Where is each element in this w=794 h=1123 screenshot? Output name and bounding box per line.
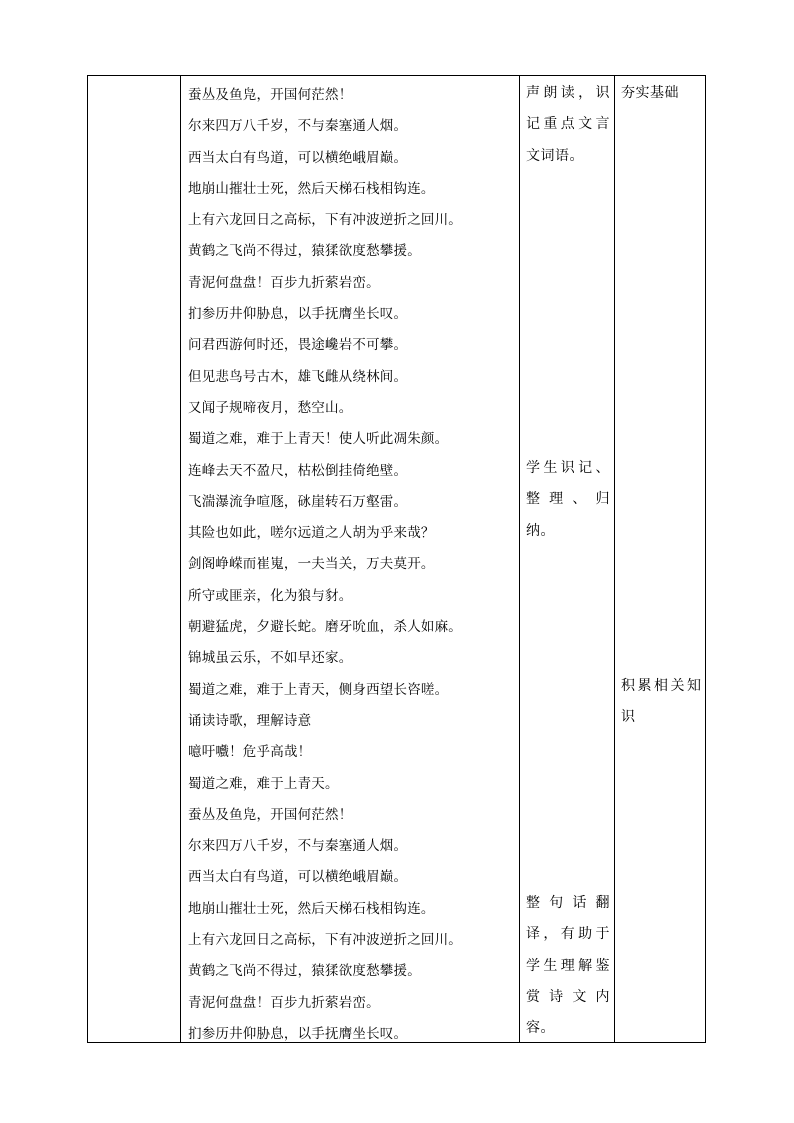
poem-line: 黄鹤之飞尚不得过，猿猱欲度愁攀援。 bbox=[188, 963, 421, 980]
column-divider bbox=[519, 76, 520, 1042]
column-divider bbox=[614, 76, 615, 1042]
poem-line: 扪参历井仰胁息，以手抚膺坐长叹。 bbox=[188, 306, 408, 323]
poem-line: 尔来四万八千岁，不与秦塞通人烟。 bbox=[188, 838, 408, 855]
poem-line: 朝避猛虎，夕避长蛇。磨牙吮血，杀人如麻。 bbox=[188, 619, 462, 636]
activity-note-reading: 声朗读，识记重点文言文词语。 bbox=[526, 85, 610, 164]
poem-line: 锦城虽云乐，不如早还家。 bbox=[188, 650, 353, 667]
poem-line: 又闻子规啼夜月，愁空山。 bbox=[188, 399, 353, 416]
poem-line: 问君西游何时还，畏途巉岩不可攀。 bbox=[188, 337, 408, 354]
poem-line: 剑阁峥嵘而崔嵬，一夫当关，万夫莫开。 bbox=[188, 556, 435, 573]
column-divider bbox=[180, 76, 181, 1042]
poem-line: 青泥何盘盘！百步九折萦岩峦。 bbox=[188, 274, 380, 291]
poem-line: 所守或匪亲，化为狼与豺。 bbox=[188, 587, 353, 604]
poem-line: 扪参历井仰胁息，以手抚膺坐长叹。 bbox=[188, 1025, 408, 1042]
lesson-table bbox=[87, 75, 706, 1043]
poem-line: 黄鹤之飞尚不得过，猿猱欲度愁攀援。 bbox=[188, 243, 421, 260]
poem-text-cell bbox=[188, 80, 513, 1050]
poem-line: 蚕丛及鱼凫，开国何茫然！ bbox=[188, 806, 353, 823]
poem-line: 地崩山摧壮士死，然后天梯石栈相钩连。 bbox=[188, 900, 435, 917]
purpose-note-foundation: 夯实基础 bbox=[621, 85, 679, 101]
poem-line: 上有六龙回日之高标，下有冲波逆折之回川。 bbox=[188, 212, 462, 229]
poem-line: 西当太白有鸟道，可以横绝峨眉巅。 bbox=[188, 149, 408, 166]
poem-line: 尔来四万八千岁，不与秦塞通人烟。 bbox=[188, 118, 408, 135]
poem-line: 西当太白有鸟道，可以横绝峨眉巅。 bbox=[188, 869, 408, 886]
poem-line: 蜀道之难，难于上青天！使人听此凋朱颜。 bbox=[188, 431, 449, 448]
poem-line: 蜀道之难，难于上青天，侧身西望长咨嗟。 bbox=[188, 681, 449, 698]
poem-line: 蜀道之难，难于上青天。 bbox=[188, 775, 339, 792]
poem-line: 噫吁嚱！危乎高哉！ bbox=[188, 744, 312, 761]
purpose-note-accumulate: 积累相关知识 bbox=[621, 678, 703, 726]
activity-note-organize: 学生识记、整理、归纳。 bbox=[526, 460, 610, 539]
poem-line: 上有六龙回日之高标，下有冲波逆折之回川。 bbox=[188, 932, 462, 949]
poem-line: 但见悲鸟号古木，雄飞雌从绕林间。 bbox=[188, 368, 408, 385]
poem-line: 诵读诗歌，理解诗意 bbox=[188, 712, 312, 729]
activity-note-translate: 整句话翻译，有助于学生理解鉴赏诗文内容。 bbox=[526, 895, 610, 1037]
poem-line: 青泥何盘盘！百步九折萦岩峦。 bbox=[188, 994, 380, 1011]
poem-line: 飞湍瀑流争喧豗，砯崖转石万壑雷。 bbox=[188, 493, 408, 510]
poem-line: 连峰去天不盈尺，枯松倒挂倚绝壁。 bbox=[188, 462, 408, 479]
poem-line: 蚕丛及鱼凫，开国何茫然！ bbox=[188, 87, 353, 103]
poem-line: 其险也如此，嗟尔远道之人胡为乎来哉？ bbox=[188, 525, 435, 542]
poem-line: 地崩山摧壮士死，然后天梯石栈相钩连。 bbox=[188, 180, 435, 197]
